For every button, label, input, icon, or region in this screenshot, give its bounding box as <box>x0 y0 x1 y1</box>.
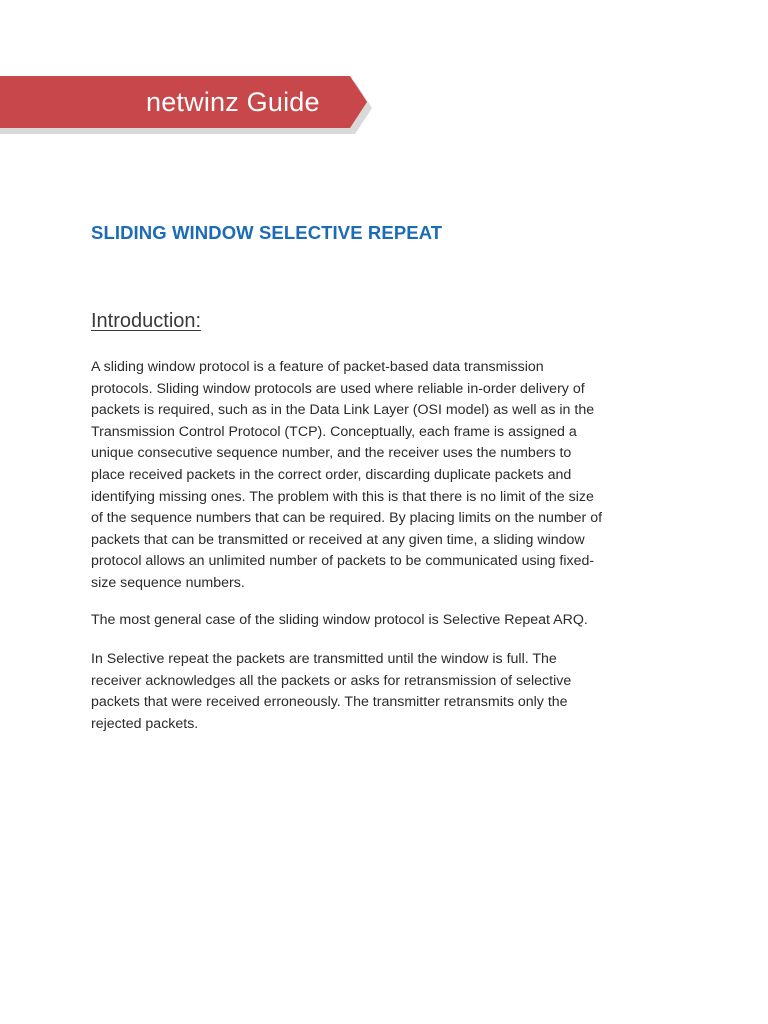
paragraph-line: protocols. Sliding window protocols are used where reliable in-order delivery of <box>91 380 585 397</box>
paragraph-line: A sliding window protocol is a feature of packet-based data transmission <box>91 359 544 375</box>
paragraph-general-case <box>91 610 691 632</box>
section-heading: Introduction: <box>91 310 202 332</box>
paragraph-line: place received packets in the correct order, discarding duplicate packets and <box>91 466 572 483</box>
paragraph-line: size sequence numbers. <box>91 574 245 591</box>
paragraph-line: packets that can be transmitted or received at any given time, a sliding window <box>91 531 585 548</box>
paragraph-intro <box>91 357 691 595</box>
paragraph-line: Transmission Control Protocol (TCP). Conceptually, each frame is assigned a <box>91 423 577 440</box>
paragraph-line: packets is required, such as in the Data Link Layer (OSI model) as well as in the <box>91 402 595 419</box>
paragraph-line: receiver acknowledges all the packets or asks for retransmission of selective <box>91 672 572 689</box>
paragraph-selective-repeat <box>91 649 691 735</box>
paragraph-line: protocol allows an unlimited number of packets to be communicated using fixed- <box>91 553 595 570</box>
paragraph-line: unique consecutive sequence number, and the receiver uses the numbers to <box>91 445 572 462</box>
paragraph-line: identifying missing ones. The problem with this is that there is no limit of the size <box>91 488 594 505</box>
paragraph-line: of the sequence numbers that can be required. By placing limits on the number of <box>91 510 603 527</box>
paragraph-line: rejected packets. <box>91 715 199 732</box>
banner-title: netwinz Guide <box>146 87 320 117</box>
paragraph-line: In Selective repeat the packets are transmitted until the window is full. The <box>91 651 557 667</box>
paragraph-line: The most general case of the sliding window protocol is Selective Repeat ARQ. <box>91 612 588 628</box>
document-title: SLIDING WINDOW SELECTIVE REPEAT <box>91 222 443 243</box>
paragraph-line: packets that were received erroneously. The transmitter retransmits only the <box>91 694 568 711</box>
header-banner <box>0 76 372 134</box>
